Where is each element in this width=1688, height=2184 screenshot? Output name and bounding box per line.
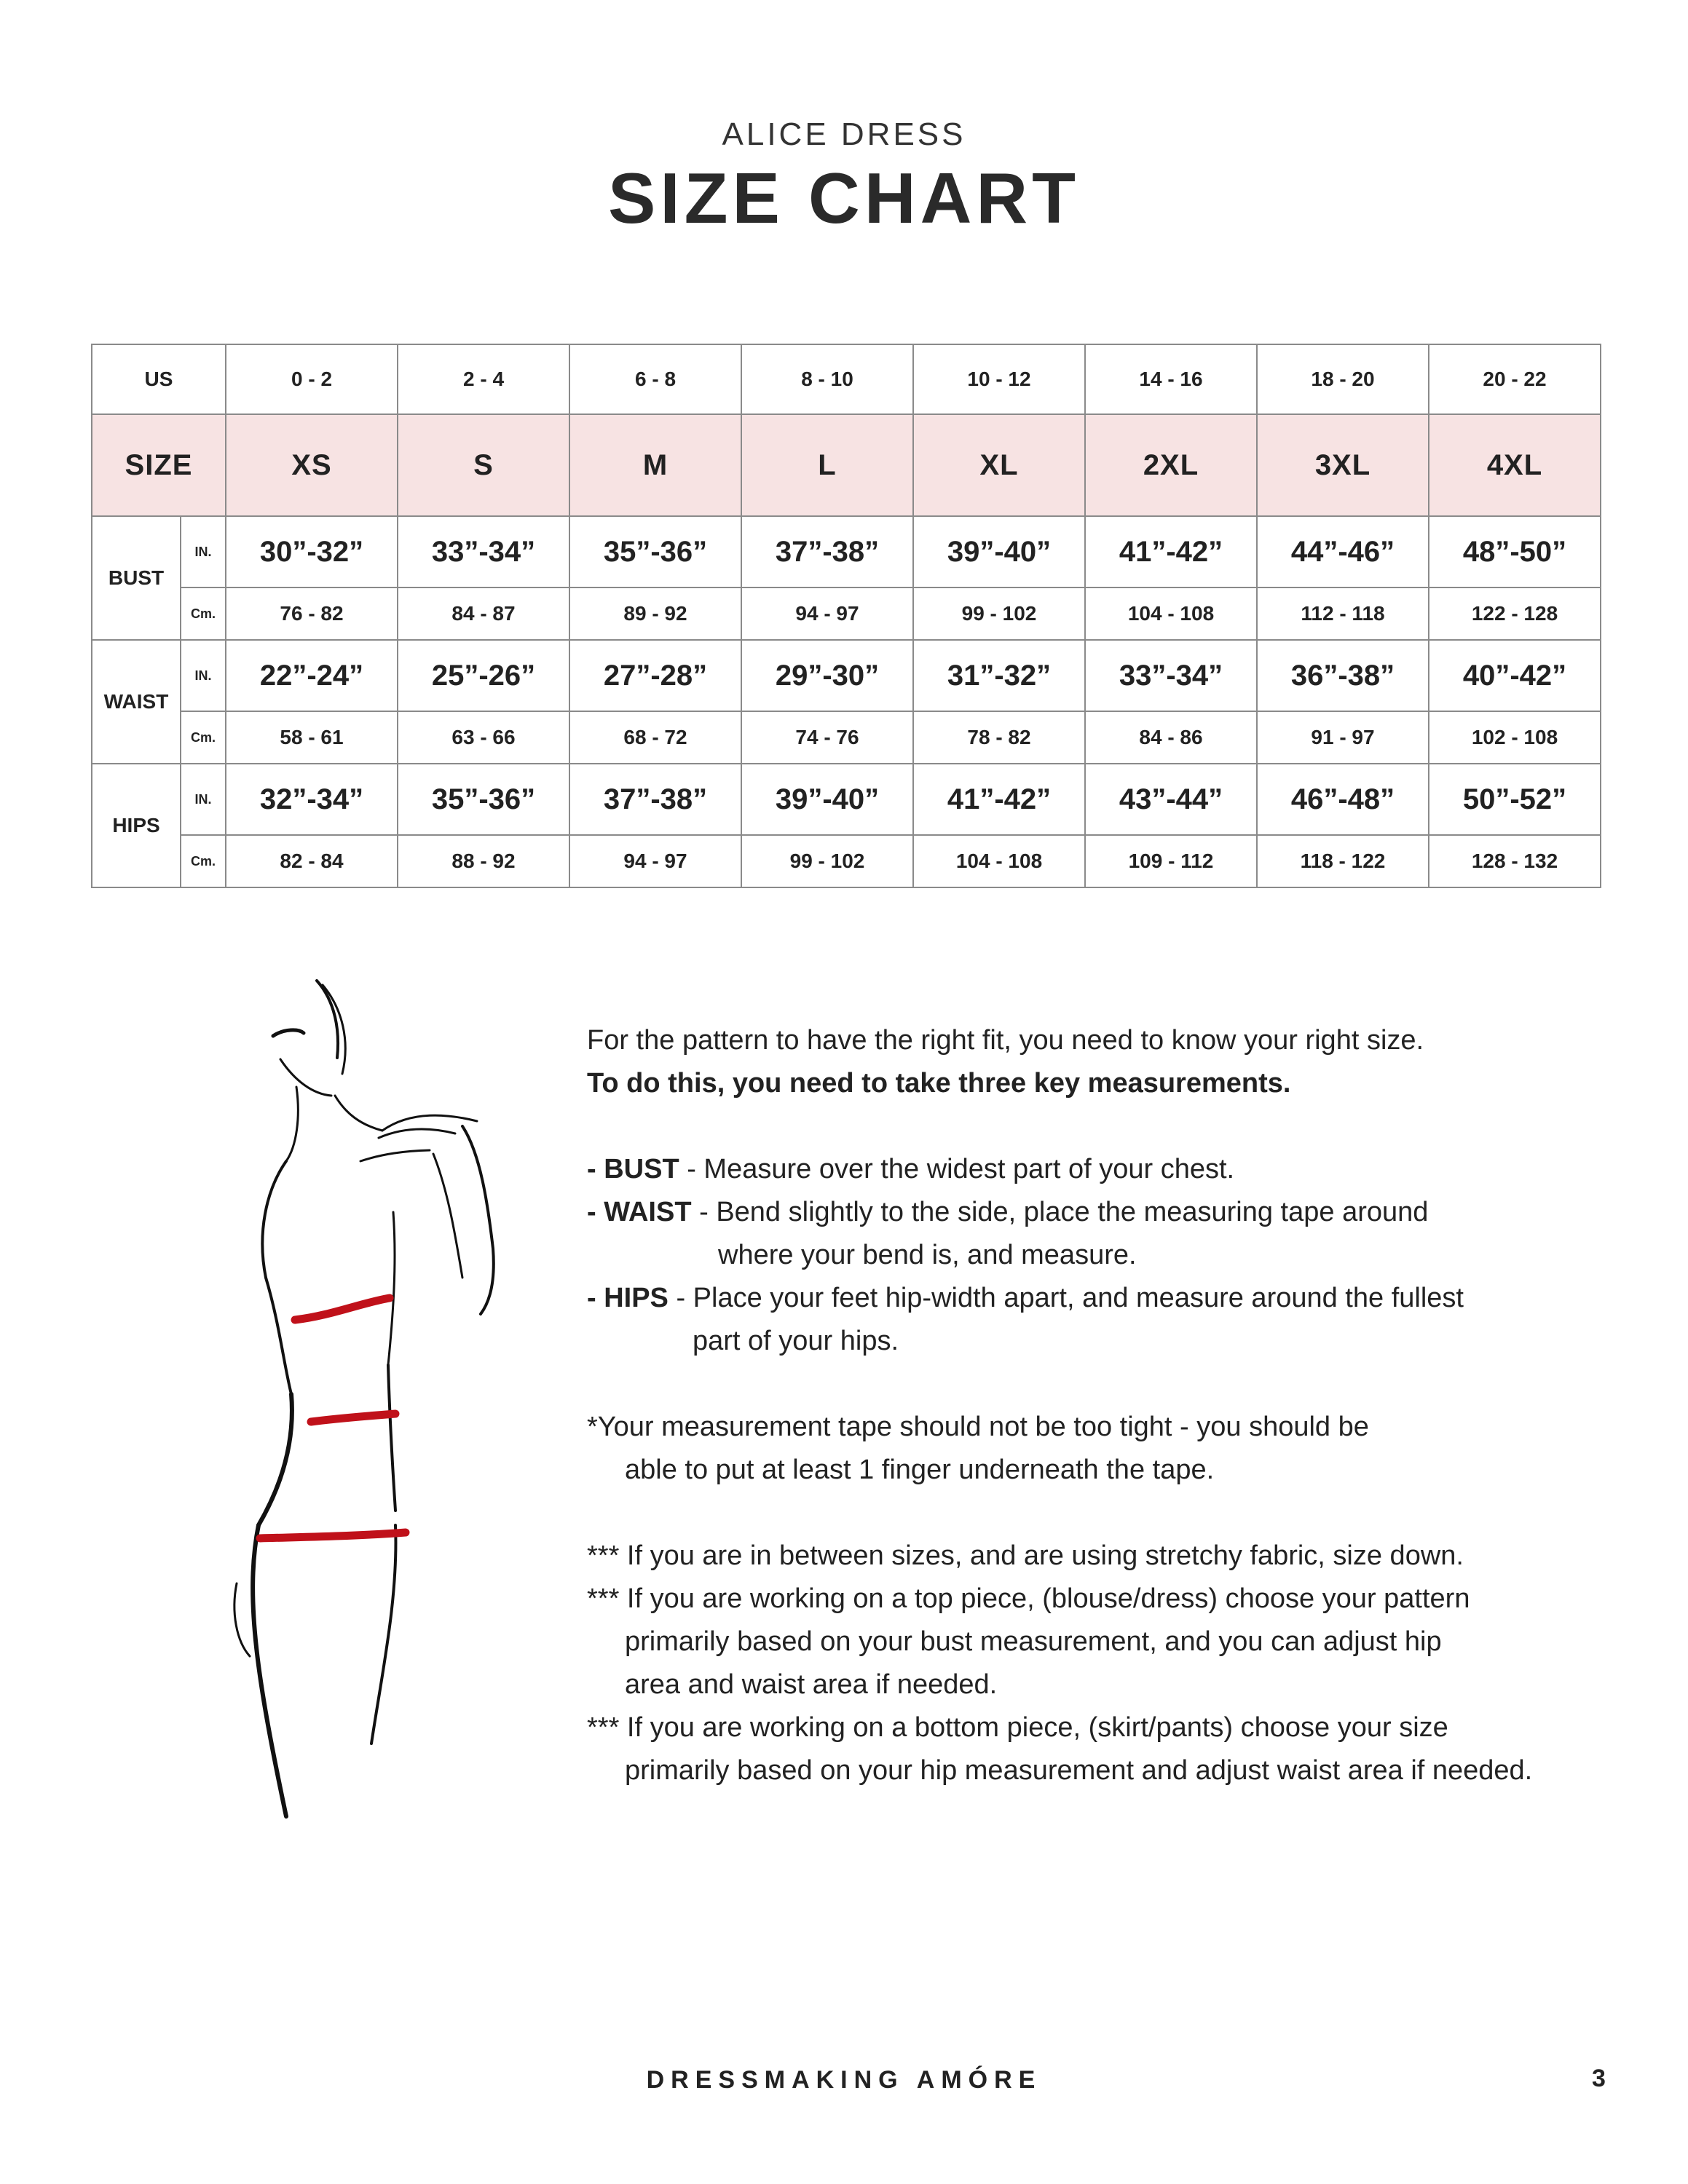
- bust-cm-cell: 99 - 102: [913, 587, 1085, 640]
- size-label: SIZE: [92, 414, 226, 516]
- letter-size-row: [92, 414, 1601, 516]
- hips-cm-cell: 109 - 112: [1085, 835, 1257, 887]
- us-cell: 10 - 12: [913, 344, 1085, 414]
- woman-silhouette-figure: [215, 972, 564, 1824]
- bust-term: - BUST: [587, 1154, 679, 1184]
- size-cell: XL: [913, 414, 1085, 516]
- unit-cm-label: Cm.: [181, 587, 226, 640]
- tape-note: *Your measurement tape should not be too tight - you should be: [587, 1412, 1369, 1442]
- bust-in-cell: 35”-36”: [569, 516, 741, 587]
- tip-top-piece: *** If you are working on a top piece, (blouse/dress) choose your pattern: [587, 1583, 1470, 1614]
- page-number: 3: [1592, 2065, 1606, 2092]
- hips-in-cell: 35”-36”: [398, 764, 569, 835]
- hips-in-cell: 43”-44”: [1085, 764, 1257, 835]
- size-cell: 4XL: [1429, 414, 1601, 516]
- size-cell: S: [398, 414, 569, 516]
- waist-term: - WAIST: [587, 1197, 692, 1227]
- bust-in-cell: 37”-38”: [741, 516, 913, 587]
- tip-bottom-piece-cont: primarily based on your hip measurement and adjust waist area if needed.: [625, 1755, 1533, 1786]
- waist-in-cell: 36”-38”: [1257, 640, 1429, 711]
- hips-cm-cell: 104 - 108: [913, 835, 1085, 887]
- hips-instruction-cont: part of your hips.: [693, 1326, 899, 1356]
- bust-inches-row: [92, 516, 1601, 587]
- hips-term: - HIPS: [587, 1283, 669, 1313]
- us-cell: 0 - 2: [226, 344, 398, 414]
- intro-text: For the pattern to have the right fit, you need to know your right size.: [587, 1025, 1424, 1056]
- waist-in-cell: 27”-28”: [569, 640, 741, 711]
- tip-bottom-piece: *** If you are working on a bottom piece, (skirt/pants) choose your size: [587, 1712, 1448, 1743]
- hips-in-cell: 37”-38”: [569, 764, 741, 835]
- waist-label: WAIST: [92, 640, 181, 764]
- tip-top-piece-cont: primarily based on your bust measurement, and you can adjust hip: [625, 1626, 1442, 1657]
- waist-in-cell: 25”-26”: [398, 640, 569, 711]
- unit-inches-label: IN.: [181, 764, 226, 835]
- document-title: SIZE CHART: [608, 158, 1080, 238]
- waist-in-cell: 29”-30”: [741, 640, 913, 711]
- us-cell: 14 - 16: [1085, 344, 1257, 414]
- bust-cm-cell: 89 - 92: [569, 587, 741, 640]
- waist-cm-cell: 84 - 86: [1085, 711, 1257, 764]
- size-cell: 3XL: [1257, 414, 1429, 516]
- hips-label: HIPS: [92, 764, 181, 887]
- size-cell: L: [741, 414, 913, 516]
- unit-cm-label: Cm.: [181, 711, 226, 764]
- hips-in-cell: 32”-34”: [226, 764, 398, 835]
- bust-label: BUST: [92, 516, 181, 640]
- hips-instruction: [587, 1277, 1606, 1320]
- hips-cm-cell: 128 - 132: [1429, 835, 1601, 887]
- bust-cm-cell: 94 - 97: [741, 587, 913, 640]
- size-chart-table: [91, 344, 1601, 888]
- intro-bold-text: To do this, you need to take three key measurements.: [587, 1068, 1291, 1099]
- waist-cm-cell: 68 - 72: [569, 711, 741, 764]
- hips-cm-cell: 88 - 92: [398, 835, 569, 887]
- waist-cm-cell: 58 - 61: [226, 711, 398, 764]
- hips-cm-cell: 99 - 102: [741, 835, 913, 887]
- waist-in-cell: 40”-42”: [1429, 640, 1601, 711]
- hips-in-cell: 41”-42”: [913, 764, 1085, 835]
- bust-instruction: [587, 1148, 1606, 1191]
- document-subtitle: ALICE DRESS: [722, 116, 966, 152]
- unit-inches-label: IN.: [181, 640, 226, 711]
- footer-brand: DRESSMAKING AMÓRE: [646, 2066, 1042, 2094]
- us-cell: 20 - 22: [1429, 344, 1601, 414]
- us-cell: 8 - 10: [741, 344, 913, 414]
- us-cell: 18 - 20: [1257, 344, 1429, 414]
- size-cell: XS: [226, 414, 398, 516]
- page-header: [0, 116, 1688, 240]
- tape-note-cont: able to put at least 1 finger underneath the tape.: [625, 1455, 1215, 1485]
- waist-instruction-cont: where your bend is, and measure.: [718, 1240, 1137, 1270]
- us-cell: 2 - 4: [398, 344, 569, 414]
- bust-cm-cell: 84 - 87: [398, 587, 569, 640]
- hips-in-cell: 46”-48”: [1257, 764, 1429, 835]
- us-size-row: [92, 344, 1601, 414]
- waist-in-cell: 33”-34”: [1085, 640, 1257, 711]
- bust-in-cell: 33”-34”: [398, 516, 569, 587]
- bust-in-cell: 39”-40”: [913, 516, 1085, 587]
- bust-instruction-text: - Measure over the widest part of your chest.: [679, 1154, 1235, 1184]
- bust-cm-cell: 104 - 108: [1085, 587, 1257, 640]
- waist-cm-cell: 102 - 108: [1429, 711, 1601, 764]
- tip-in-between: *** If you are in between sizes, and are using stretchy fabric, size down.: [587, 1540, 1464, 1571]
- unit-cm-label: Cm.: [181, 835, 226, 887]
- hips-cm-cell: 94 - 97: [569, 835, 741, 887]
- us-cell: 6 - 8: [569, 344, 741, 414]
- waist-cm-row: [92, 711, 1601, 764]
- size-cell: 2XL: [1085, 414, 1257, 516]
- bust-cm-cell: 76 - 82: [226, 587, 398, 640]
- unit-inches-label: IN.: [181, 516, 226, 587]
- us-label: US: [92, 344, 226, 414]
- hips-instruction-text: - Place your feet hip-width apart, and measure around the fullest: [668, 1283, 1464, 1313]
- size-cell: M: [569, 414, 741, 516]
- bust-in-cell: 30”-32”: [226, 516, 398, 587]
- bust-in-cell: 44”-46”: [1257, 516, 1429, 587]
- waist-instruction-text: - Bend slightly to the side, place the measuring tape around: [691, 1197, 1429, 1227]
- waist-cm-cell: 74 - 76: [741, 711, 913, 764]
- hips-in-cell: 39”-40”: [741, 764, 913, 835]
- waist-cm-cell: 78 - 82: [913, 711, 1085, 764]
- waist-cm-cell: 91 - 97: [1257, 711, 1429, 764]
- waist-in-cell: 31”-32”: [913, 640, 1085, 711]
- hips-cm-cell: 82 - 84: [226, 835, 398, 887]
- bust-cm-row: [92, 587, 1601, 640]
- bust-in-cell: 48”-50”: [1429, 516, 1601, 587]
- waist-inches-row: [92, 640, 1601, 711]
- bust-cm-cell: 122 - 128: [1429, 587, 1601, 640]
- bust-in-cell: 41”-42”: [1085, 516, 1257, 587]
- waist-cm-cell: 63 - 66: [398, 711, 569, 764]
- bust-cm-cell: 112 - 118: [1257, 587, 1429, 640]
- waist-instruction: [587, 1191, 1606, 1234]
- hips-cm-cell: 118 - 122: [1257, 835, 1429, 887]
- waist-in-cell: 22”-24”: [226, 640, 398, 711]
- measurement-instructions: [587, 1019, 1606, 1792]
- hips-inches-row: [92, 764, 1601, 835]
- hips-cm-row: [92, 835, 1601, 887]
- tip-top-piece-cont: area and waist area if needed.: [625, 1669, 998, 1700]
- hips-in-cell: 50”-52”: [1429, 764, 1601, 835]
